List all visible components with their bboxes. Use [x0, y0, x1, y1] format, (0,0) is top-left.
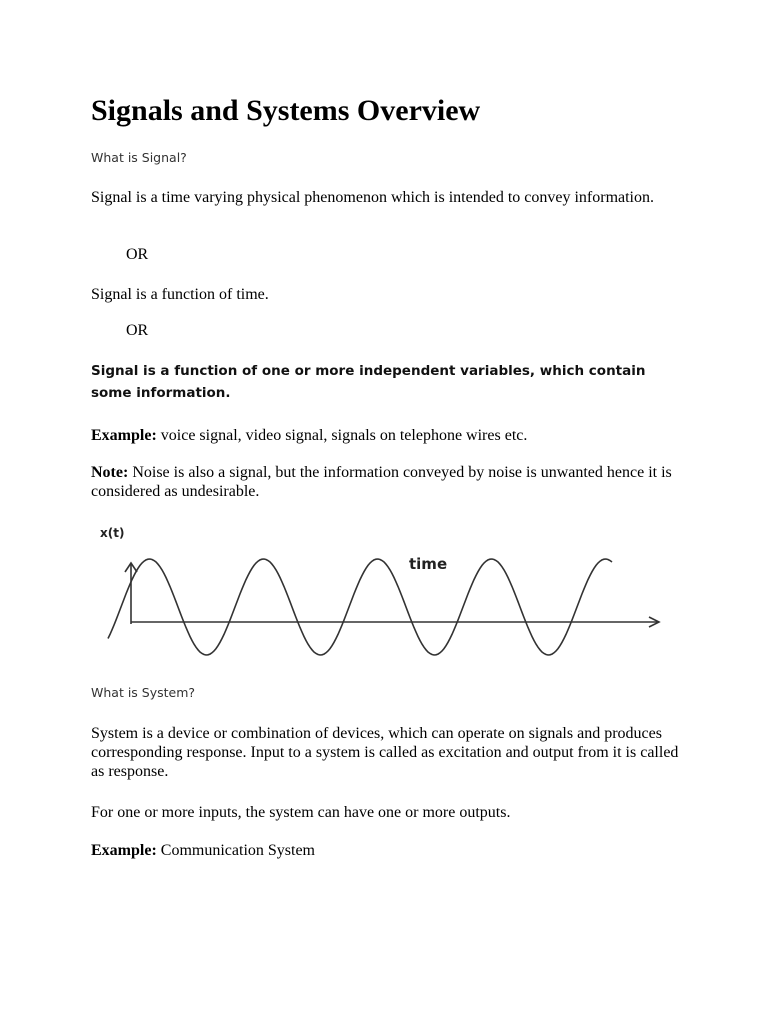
signal-note: [91, 463, 691, 501]
note-text: Noise is also a signal, but the information conveyed by noise is unwanted hence it is considered as undesirable.: [91, 464, 672, 500]
signal-definition-3: Signal is a function of one or more independent variables, which contain some information.: [91, 363, 646, 401]
heading-what-is-signal: What is Signal?: [91, 150, 187, 165]
signal-example: [91, 426, 691, 445]
system-io-statement: For one or more inputs, the system can have one or more outputs.: [91, 804, 511, 821]
example-label: Example:: [91, 427, 157, 444]
page-title: Signals and Systems Overview: [91, 94, 481, 127]
signal-definition-1: Signal is a time varying physical phenomenon which is intended to convey information.: [91, 189, 654, 206]
or-separator-1: OR: [126, 246, 149, 263]
or-separator-2: OR: [126, 322, 149, 339]
system-example: [91, 841, 691, 860]
system-example-text: Communication System: [156, 842, 315, 859]
system-example-label: Example:: [91, 842, 157, 859]
y-axis-label: x(t): [100, 526, 125, 540]
system-definition: System is a device or combination of devices, which can operate on signals and produces corresponding response. Input to a system is called as excitation and output from it is called as response.: [91, 725, 679, 780]
heading-what-is-system: What is System?: [91, 685, 196, 700]
note-label: Note:: [91, 464, 129, 481]
example-text: voice signal, video signal, signals on telephone wires etc.: [156, 427, 528, 444]
signal-definition-2: Signal is a function of time.: [91, 286, 269, 303]
time-label: time: [409, 555, 448, 573]
sine-wave-figure: [93, 520, 673, 670]
sine-wave: [108, 559, 612, 655]
